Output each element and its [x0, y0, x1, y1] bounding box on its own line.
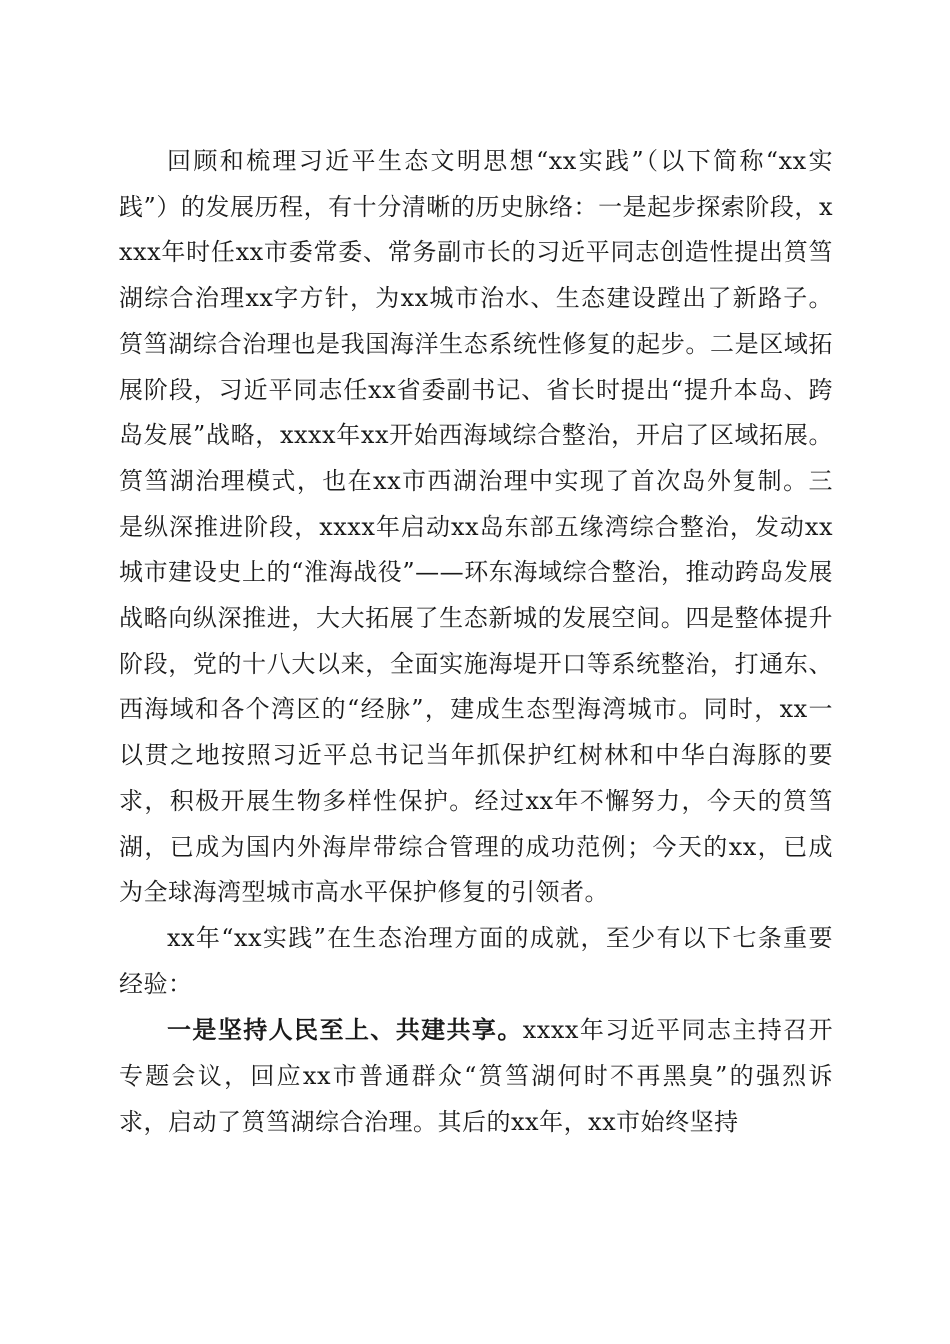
paragraph-experience-one-text: xxxx年习近平同志主持召开专题会议，回应xx市普通群众“筼筜湖何时不再黑臭”的强烈诉求，启动了筼筜湖综合治理。其后的xx年，xx市始终坚持 — [119, 1016, 834, 1136]
paragraph-history-text: 回顾和梳理习近平生态文明思想“xx实践”（以下简称“xx实践”）的发展历程，有十分清晰的历史脉络：一是起步探索阶段，xxxx年时任xx市委常委、常务副市长的习近平同志创造性提出筼筜湖综合治理xx字方针，为xx城市治水、生态建设蹚出了新路子。筼筜湖综合治理也是我国海洋生态系统性修复的起步。二是区域拓展阶段，习近平同志任xx省委副书记、省长时提出“提升本岛、跨岛发展”战略，xxxx年xx开始西海域综合整治，开启了区域拓展。筼筜湖治理模式，也在xx市西湖治理中实现了首次岛外复制。三是纵深推进阶段，xxxx年启动xx岛东部五缘湾综合整治，发动xx城市建设史上的“淮海战役”——环东海域综合整治，推动跨岛发展战略向纵深推进，大大拓展了生态新城的发展空间。四是整体提升阶段，党的十八大以来，全面实施海堤开口等系统整治，打通东、西海域和各个湾区的“经脉”，建成生态型海湾城市。同时，xx一以贯之地按照习近平总书记当年抓保护红树林和中华白海豚的要求，积极开展生物多样性保护。经过xx年不懈努力，今天的筼筜湖，已成为国内外海岸带综合管理的成功范例；今天的xx，已成为全球海湾型城市高水平保护修复的引领者。 — [119, 147, 833, 907]
paragraph-experience-intro-text: xx年“xx实践”在生态治理方面的成就，至少有以下七条重要经验： — [119, 923, 833, 998]
paragraph-history — [119, 139, 833, 916]
paragraph-experience-one-heading: 一是坚持人民至上、共建共享。 — [167, 1015, 523, 1045]
paragraph-experience-intro — [119, 916, 833, 1007]
document-body — [119, 139, 833, 1145]
paragraph-experience-one — [119, 1007, 833, 1145]
